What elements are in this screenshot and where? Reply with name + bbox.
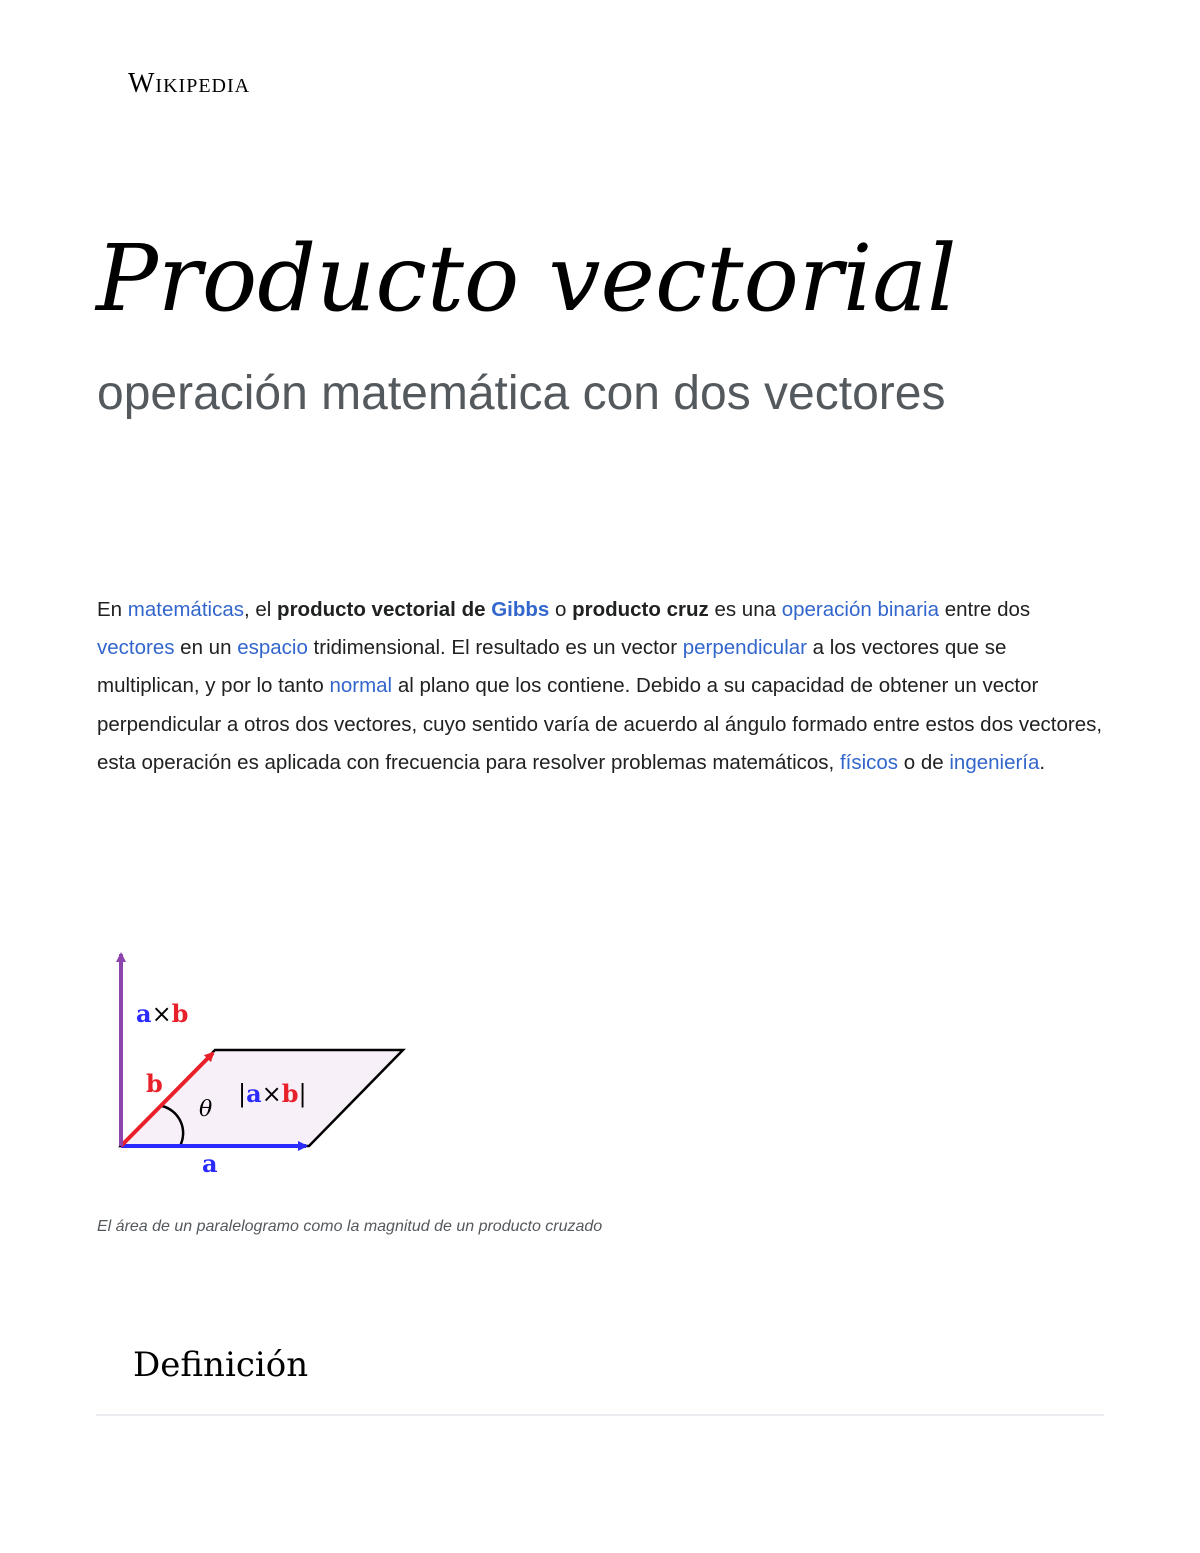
link-fisicos[interactable]: físicos [839,750,899,774]
link-gibbs-label: Gibbs [491,598,550,621]
link-espacio[interactable]: espacio [237,636,308,660]
link-matematicas[interactable]: matemáticas [127,598,244,621]
link-operacion-binaria[interactable]: operación binaria [781,598,939,621]
intro-text: . [1039,750,1046,774]
link-perpendicular[interactable]: perpendicular [682,636,807,660]
cross-product-diagram [96,940,416,1190]
intro-text: en un [174,636,238,660]
link-ingenieria[interactable]: ingeniería [949,750,1040,774]
section-divider [96,1414,1104,1416]
intro-text: a los vectores que se multiplican, y por lo tanto [97,636,1007,698]
label-theta: θ [199,1097,213,1122]
intro-text: entre dos [939,598,1031,621]
cross-product-figure[interactable] [96,940,416,1190]
label-area: |a×b| [238,1079,307,1108]
intro-text: al plano que los contiene. Debido a su capacidad de obtener un vector perpendicular a otros dos vectores, cuyo sentido varía de acuerdo al ángulo formado entre estos dos vectores, esta operación es aplicada con frecuencia para resolver problemas matemáticos, [97,674,1103,774]
link-gibbs[interactable] [491,598,549,621]
intro-text: o [549,598,573,621]
label-axb: a×b [136,999,189,1028]
bold-term: producto vectorial de [277,598,492,621]
intro-text: , el [244,598,278,621]
label-b: b [146,1069,163,1098]
page-subtitle: operación matemática con dos vectores [97,367,946,420]
intro-text: o de [898,750,950,774]
bold-term: producto cruz [572,598,709,621]
link-normal[interactable]: normal [329,674,393,698]
intro-text: tridimensional. El resultado es un vector [307,636,683,660]
intro-text: es una [708,598,782,621]
section-heading-definicion[interactable]: Definición [133,1345,309,1385]
intro-text: En [97,598,128,621]
intro-paragraph [97,591,1107,782]
figure-caption: El área de un paralelogramo como la magnitud de un producto cruzado [97,1218,603,1235]
wikipedia-logo[interactable]: Wikipedia [128,68,251,99]
link-vectores[interactable]: vectores [97,636,175,660]
page-title: Producto vectorial [96,225,957,332]
label-a: a [202,1149,218,1178]
